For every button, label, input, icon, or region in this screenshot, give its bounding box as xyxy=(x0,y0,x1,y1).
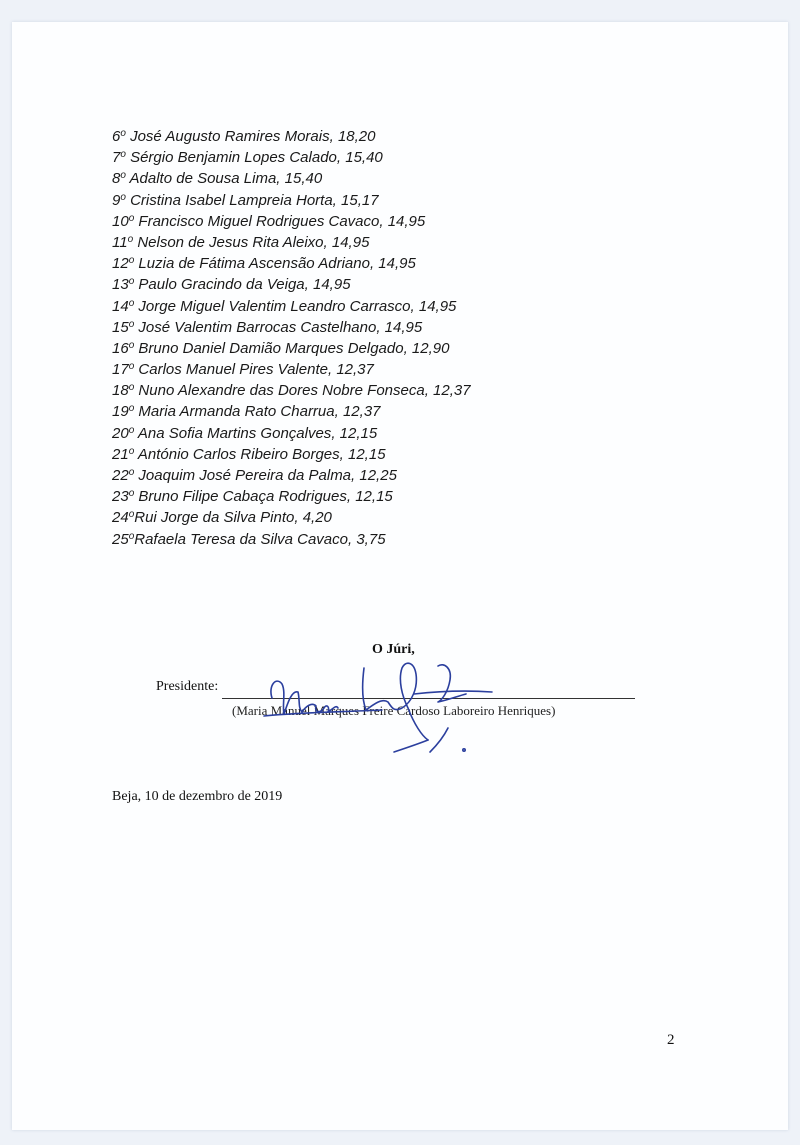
ranking-ordinal: 7$^o$ xyxy=(112,149,126,167)
ranking-item: 9$^o$ Cristina Isabel Lampreia Horta, 15,17 xyxy=(112,191,379,209)
ranking-item: 23$^o$ Bruno Filipe Cabaça Rodrigues, 12,15 xyxy=(112,488,393,506)
ranking-ordinal: 15$^o$ xyxy=(112,318,135,336)
candidate-name: Adalto de Sousa Lima xyxy=(129,170,277,188)
candidate-name: Joaquim José Pereira da Palma xyxy=(138,467,352,484)
ranking-ordinal: 13$^o$ xyxy=(112,276,135,294)
ranking-ordinal: 8$^o$ xyxy=(112,170,126,188)
ranking-ordinal: 11$^o$ xyxy=(112,233,134,251)
candidate-name: Carlos Manuel Pires Valente xyxy=(138,361,328,379)
ranking-item: 10$^o$ Francisco Miguel Rodrigues Cavaco, 14,95 xyxy=(112,212,426,230)
candidate-name: Sérgio Benjamin Lopes Calado xyxy=(130,149,337,167)
ranking-ordinal: 12$^o$ xyxy=(112,255,135,273)
candidate-score: 18,20 xyxy=(337,128,376,145)
ranking-item: 18$^o$ Nuno Alexandre das Dores Nobre Fonseca, 12,37 xyxy=(112,382,471,400)
ranking-ordinal: 18$^o$ xyxy=(112,382,135,400)
ranking-item: 6$^o$ José Augusto Ramires Morais, 18,20 xyxy=(112,128,376,145)
jury-heading: O Júri, xyxy=(372,642,415,657)
ranking-ordinal: 20$^o$ xyxy=(112,424,135,442)
candidate-name: Bruno Filipe Cabaça Rodrigues xyxy=(138,488,347,506)
ranking-ordinal: 17$^o$ xyxy=(112,361,135,379)
ranking-item: 16$^o$ Bruno Daniel Damião Marques Delgado, 12,90 xyxy=(112,339,450,357)
ranking-item: 22$^o$ Joaquim José Pereira da Palma, 12,25 xyxy=(112,467,397,484)
handwritten-signature xyxy=(242,632,542,762)
candidate-score: 14,95 xyxy=(418,297,457,315)
candidate-score: 14,95 xyxy=(313,276,351,294)
ranking-list xyxy=(112,126,471,550)
candidate-name: Bruno Daniel Damião Marques Delgado xyxy=(138,339,404,357)
candidate-name: José Augusto Ramires Morais xyxy=(130,128,330,145)
ranking-item: 17$^o$ Carlos Manuel Pires Valente, 12,37 xyxy=(112,361,374,379)
candidate-score: 14,95 xyxy=(378,255,416,273)
ranking-ordinal: 25$^o$ xyxy=(112,530,135,548)
ranking-item: 24$^o$Rui Jorge da Silva Pinto, 4,20 xyxy=(112,509,332,527)
candidate-score: 12,37 xyxy=(433,382,471,400)
ranking-ordinal: 24$^o$ xyxy=(112,509,135,527)
candidate-score: 15,17 xyxy=(341,191,379,209)
ranking-item: 7$^o$ Sérgio Benjamin Lopes Calado, 15,40 xyxy=(112,149,383,167)
ranking-item: 15$^o$ José Valentim Barrocas Castelhano, 14,95 xyxy=(112,318,423,336)
president-name: (Maria Manuel Marques Freire Cardoso Laboreiro Henriques) xyxy=(232,703,556,718)
candidate-name: Nelson de Jesus Rita Aleixo xyxy=(137,233,324,251)
candidate-score: 14,95 xyxy=(387,212,426,230)
candidate-name: Nuno Alexandre das Dores Nobre Fonseca xyxy=(138,382,425,400)
ranking-ordinal: 9$^o$ xyxy=(112,191,126,209)
place-and-date: Beja, 10 de dezembro de 2019 xyxy=(112,789,283,804)
candidate-score: 12,25 xyxy=(359,467,397,484)
candidate-name: Ana Sofia Martins Gonçalves xyxy=(137,424,332,442)
ranking-item: 25$^o$Rafaela Teresa da Silva Cavaco, 3,75 xyxy=(112,530,386,548)
candidate-score: 12,90 xyxy=(411,339,450,357)
candidate-score: 12,37 xyxy=(336,361,374,379)
ranking-item: 11$^o$ Nelson de Jesus Rita Aleixo, 14,95 xyxy=(112,233,370,251)
ranking-ordinal: 6$^o$ xyxy=(112,128,126,145)
document-page xyxy=(12,22,788,1130)
ranking-ordinal: 10$^o$ xyxy=(112,212,135,230)
candidate-score: 12,15 xyxy=(355,488,393,506)
candidate-name: Luzia de Fátima Ascensão Adriano xyxy=(138,255,370,273)
candidate-name: António Carlos Ribeiro Borges xyxy=(137,445,340,463)
ranking-ordinal: 14$^o$ xyxy=(112,297,135,315)
candidate-score: 15,40 xyxy=(284,170,323,188)
ranking-ordinal: 19$^o$ xyxy=(112,403,135,421)
ranking-item: 19$^o$ Maria Armanda Rato Charrua, 12,37 xyxy=(112,403,381,421)
ranking-item: 8$^o$ Adalto de Sousa Lima, 15,40 xyxy=(112,170,323,188)
candidate-name: Rui Jorge da Silva Pinto xyxy=(134,509,295,527)
candidate-score: 12,37 xyxy=(342,403,381,421)
candidate-name: Francisco Miguel Rodrigues Cavaco xyxy=(138,212,380,230)
ranking-item: 13$^o$ Paulo Gracindo da Veiga, 14,95 xyxy=(112,276,351,294)
ranking-item: 14$^o$ Jorge Miguel Valentim Leandro Carrasco, 14,95 xyxy=(112,297,457,315)
ranking-item: 21$^o$ António Carlos Ribeiro Borges, 12,15 xyxy=(112,445,386,463)
candidate-name: José Valentim Barrocas Castelhano xyxy=(138,318,377,336)
page-number: 2 xyxy=(667,1032,675,1048)
president-label: Presidente: xyxy=(156,679,219,694)
ranking-ordinal: 22$^o$ xyxy=(112,467,135,484)
candidate-name: Paulo Gracindo da Veiga xyxy=(138,276,305,294)
candidate-score: 12,15 xyxy=(348,445,386,463)
candidate-name: Maria Armanda Rato Charrua xyxy=(138,403,335,421)
ranking-ordinal: 23$^o$ xyxy=(112,488,135,506)
ranking-ordinal: 16$^o$ xyxy=(112,339,135,357)
ranking-item: 20$^o$ Ana Sofia Martins Gonçalves, 12,15 xyxy=(112,424,378,442)
candidate-score: 3,75 xyxy=(356,530,386,548)
candidate-score: 4,20 xyxy=(302,509,332,527)
candidate-name: Rafaela Teresa da Silva Cavaco xyxy=(134,530,348,548)
ranking-ordinal: 21$^o$ xyxy=(112,445,135,463)
candidate-name: Cristina Isabel Lampreia Horta xyxy=(130,191,333,209)
candidate-score: 14,95 xyxy=(384,318,423,336)
candidate-score: 14,95 xyxy=(331,233,370,251)
ranking-item: 12$^o$ Luzia de Fátima Ascensão Adriano, 14,95 xyxy=(112,255,416,273)
candidate-score: 15,40 xyxy=(345,149,383,167)
candidate-score: 12,15 xyxy=(339,424,378,442)
candidate-name: Jorge Miguel Valentim Leandro Carrasco xyxy=(138,297,411,315)
